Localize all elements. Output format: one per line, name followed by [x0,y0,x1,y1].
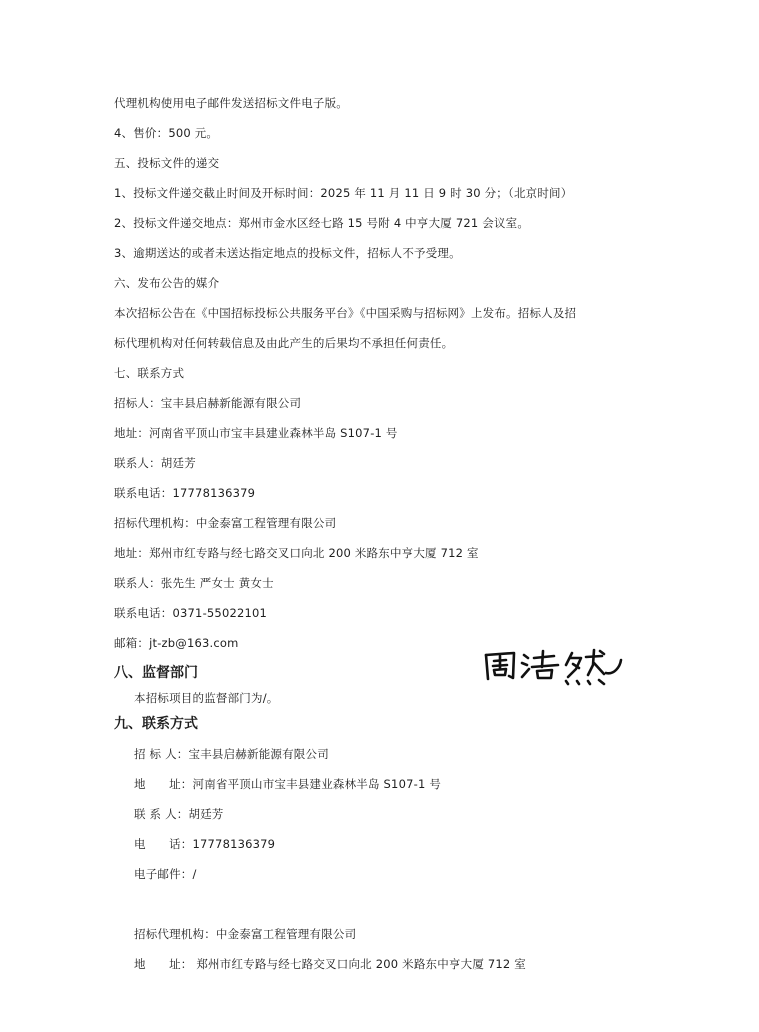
section-heading-6: 六、发布公告的媒介 [114,276,220,290]
media-line-1: 本次招标公告在《中国招标投标公共服务平台》《中国采购与招标网》上发布。招标人及招 [114,306,577,320]
contact-tenderer: 招 标 人：宝丰县启赫新能源有限公司 [134,747,329,761]
tenderer-phone-line: 联系电话：17778136379 [114,486,256,500]
section-heading-8: 八、监督部门 [114,665,198,681]
section-heading-9: 九、联系方式 [114,716,198,732]
deadline-line: 1、投标文件递交截止时间及开标时间：2025 年 11 月 11 日 9 时 30 分；（北京时间） [114,186,573,200]
agency-phone-line: 联系电话：0371-55022101 [114,606,268,620]
supervision-line: 本招标项目的监督部门为/。 [134,691,279,705]
late-submission-line: 3、逾期送达的或者未送达指定地点的投标文件，招标人不予受理。 [114,246,461,260]
submission-place-line: 2、投标文件递交地点：郑州市金水区经七路 15 号附 4 中亨大厦 721 会议室。 [114,216,530,230]
contact-email: 电子邮件：/ [134,867,197,881]
agency-line: 招标代理机构：中金泰富工程管理有限公司 [114,516,337,530]
contact-agency-address: 地 址： 郑州市红专路与经七路交叉口向北 200 米路东中亨大厦 712 室 [134,957,526,971]
section-heading-7: 七、联系方式 [114,366,185,380]
contact-phone: 电 话：17778136379 [134,837,276,851]
contact-agency: 招标代理机构：中金泰富工程管理有限公司 [134,927,357,941]
contact-person: 联 系 人：胡廷芳 [134,807,224,821]
handwritten-signature [480,645,628,687]
agency-contact-line: 联系人：张先生 严女士 黄女士 [114,576,274,590]
media-line-2: 标代理机构对任何转载信息及由此产生的后果均不承担任何责任。 [114,336,454,350]
tenderer-address-line: 地址：河南省平顶山市宝丰县建业森林半岛 S107-1 号 [114,426,398,440]
paragraph-line: 代理机构使用电子邮件发送招标文件电子版。 [114,96,348,110]
price-line: 4、售价：500 元。 [114,126,219,140]
contact-address: 地 址：河南省平顶山市宝丰县建业森林半岛 S107-1 号 [134,777,442,791]
agency-email-line: 邮箱：jt-zb@163.com [114,636,239,650]
tenderer-contact-line: 联系人：胡廷芳 [114,456,196,470]
agency-address-line: 地址：郑州市红专路与经七路交叉口向北 200 米路东中亨大厦 712 室 [114,546,479,560]
tenderer-line: 招标人：宝丰县启赫新能源有限公司 [114,396,302,410]
section-heading-5: 五、投标文件的递交 [114,156,220,170]
